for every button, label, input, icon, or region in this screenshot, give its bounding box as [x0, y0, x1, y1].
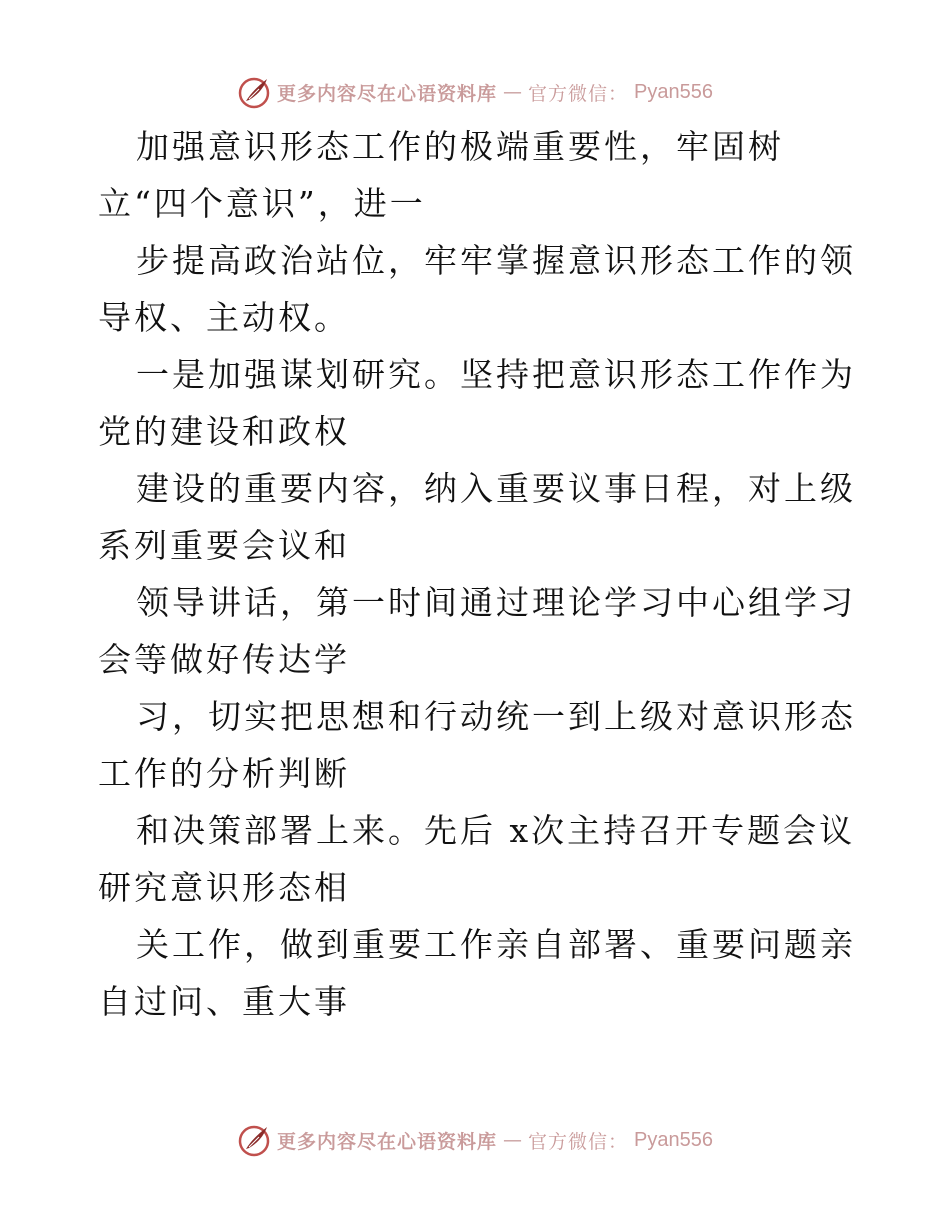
- body-text: [98, 118, 858, 1030]
- feather-quill-icon: [237, 1123, 271, 1157]
- banner-wechat-label: 官方微信：: [528, 82, 629, 105]
- paragraph: 领导讲话，第一时间通过理论学习中心组学习会等做好传达学: [98, 583, 856, 679]
- paragraph: 建设的重要内容，纳入重要议事日程，对上级系列重要会议和: [98, 469, 856, 565]
- banner-dash: —: [503, 1129, 523, 1151]
- banner-wechat-id: Pyan556: [634, 80, 713, 103]
- paragraph: 和决策部署上来。先后 x次主持召开专题会议研究意识形态相: [98, 811, 856, 907]
- paragraph: 步提高政治站位，牢牢掌握意识形态工作的领导权、主动权。: [98, 241, 856, 337]
- paragraph: 习，切实把思想和行动统一到上级对意识形态工作的分析判断: [98, 697, 856, 793]
- banner-wechat-label: 官方微信：: [528, 1130, 629, 1153]
- banner-wechat-id: Pyan556: [634, 1128, 713, 1151]
- banner-main-text: 更多内容尽在心语资料库: [277, 82, 498, 105]
- paragraph: 关工作，做到重要工作亲自部署、重要问题亲自过问、重大事: [98, 925, 856, 1021]
- banner-dash: —: [503, 81, 523, 103]
- feather-quill-icon: [237, 75, 271, 109]
- paragraph: 一是加强谋划研究。坚持把意识形态工作作为党的建设和政权: [98, 355, 856, 451]
- paragraph: 加强意识形态工作的极端重要性，牢固树立“四个意识”，进一: [98, 127, 784, 223]
- header-banner: [0, 72, 950, 112]
- footer-banner: [0, 1120, 950, 1160]
- banner-main-text: 更多内容尽在心语资料库: [277, 1130, 498, 1153]
